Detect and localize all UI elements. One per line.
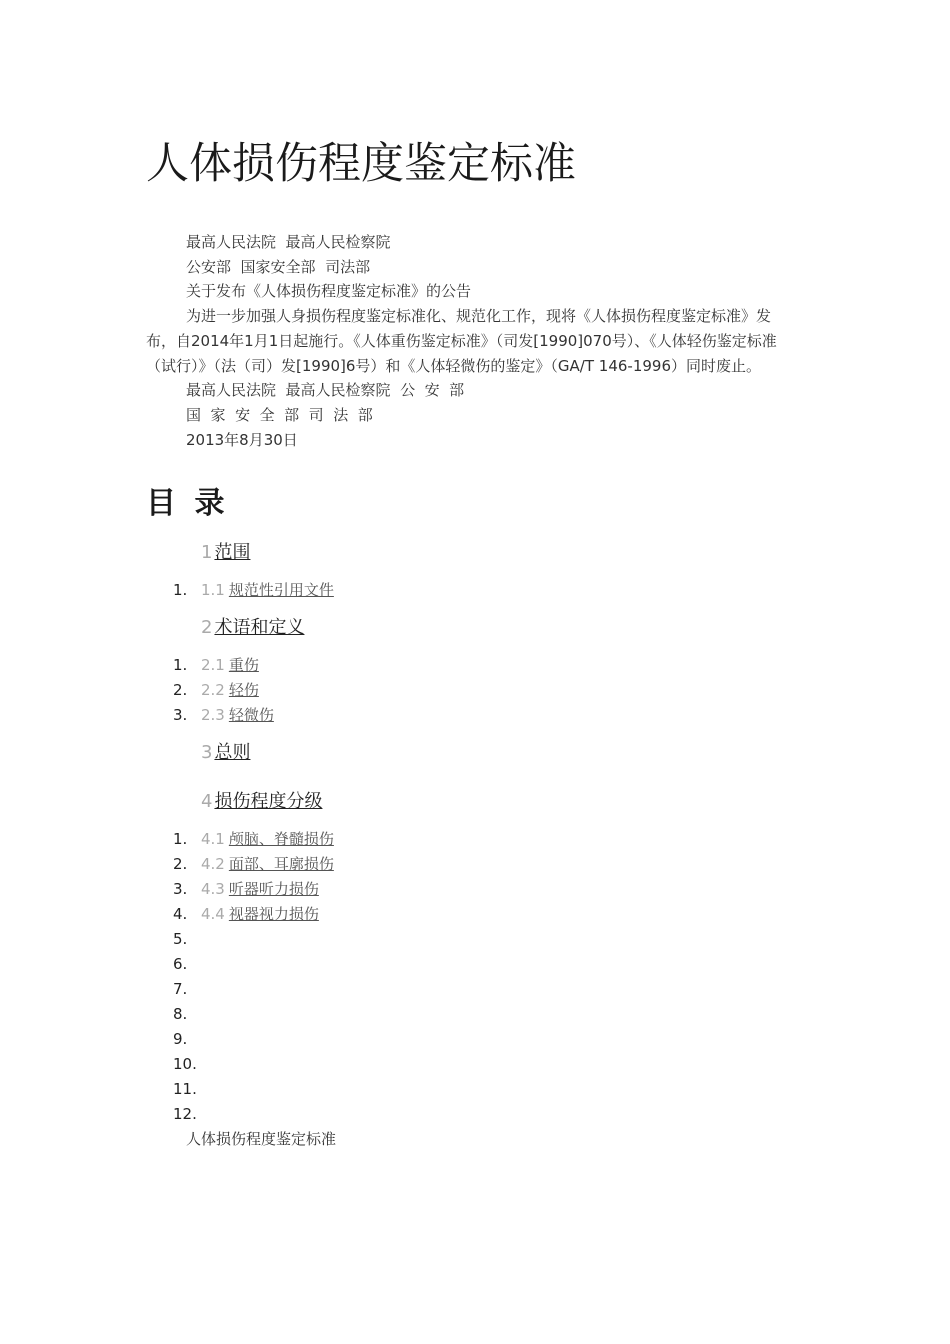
toc-item-link[interactable]: 轻微伤 [228,706,274,724]
toc-item[interactable] [173,904,319,924]
list-number: 8. [173,1005,188,1023]
list-number: 2. [173,855,188,873]
toc-subsection-number: 4.1 [201,830,225,848]
toc-section-link[interactable]: 范围 [214,542,251,563]
toc-section-number: 3 [201,742,213,763]
list-number: 2. [173,681,188,699]
toc-item[interactable] [173,854,334,874]
list-number: 7. [173,980,188,998]
toc-section-number: 1 [201,542,213,563]
list-number: 6. [173,955,188,973]
toc-empty-item [173,1079,201,1099]
toc-subsection-number: 2.3 [201,706,225,724]
toc-subsection-number: 4.4 [201,905,225,923]
toc-subsection-number: 4.3 [201,880,225,898]
toc-item[interactable] [173,879,319,899]
toc-item[interactable] [173,829,334,849]
toc-subsection-number: 2.2 [201,681,225,699]
toc-item-link[interactable]: 重伤 [228,656,259,674]
toc-heading: 目 录 [146,486,229,521]
toc-section-link[interactable]: 术语和定义 [214,617,305,638]
signature-line-2: 国 家 安 全 部 司 法 部 [186,405,373,424]
announcement-subject: 关于发布《人体损伤程度鉴定标准》的公告 [186,282,472,301]
list-number: 9. [173,1030,188,1048]
toc-item[interactable] [173,705,274,725]
list-number: 1. [173,656,188,674]
toc-empty-item [173,979,201,999]
document-title: 人体损伤程度鉴定标准 [146,139,576,189]
toc-section-number: 4 [201,791,213,812]
signature-line-1: 最高人民法院 最高人民检察院 公 安 部 [186,381,465,400]
issuer-line-2: 公安部 国家安全部 司法部 [186,257,371,276]
issuer-line-1: 最高人民法院 最高人民检察院 [186,233,391,251]
list-number: 11. [173,1080,197,1098]
toc-section-2[interactable] [201,615,304,641]
list-number: 10. [173,1055,197,1073]
toc-item-link[interactable]: 轻伤 [228,681,259,699]
announcement-date: 2013年8月30日 [186,430,298,449]
list-number: 3. [173,880,188,898]
toc-section-1[interactable] [201,540,250,566]
toc-item-link[interactable]: 颅脑、脊髓损伤 [228,830,334,848]
toc-item[interactable] [173,580,334,600]
toc-subsection-number: 2.1 [201,656,225,674]
toc-empty-item [173,1004,201,1024]
closing-title: 人体损伤程度鉴定标准 [186,1130,337,1148]
toc-empty-item [173,929,201,949]
list-number: 1. [173,830,188,848]
announcement-paragraph: 为进一步加强人身损伤程度鉴定标准化、规范化工作，现将《人体损伤程度鉴定标准》发布，自2014年1月1日起施行。《人体重伤鉴定标准》（司发[1990]070号）、《人体轻伤鉴定标准（试行）》（法（司）发[1990]6号）和《人体轻微伤的鉴定》（GA/T 146-1996）同时废止。 [146,307,777,375]
list-number: 4. [173,905,188,923]
toc-item-link[interactable]: 视器视力损伤 [228,905,319,923]
toc-item-link[interactable]: 面部、耳廓损伤 [228,855,334,873]
toc-empty-item [173,954,201,974]
toc-section-number: 2 [201,617,213,638]
toc-item[interactable] [173,655,259,675]
list-number: 1. [173,581,188,599]
toc-section-4[interactable] [201,789,322,815]
toc-empty-item [173,1029,201,1049]
toc-item[interactable] [173,680,259,700]
toc-section-link[interactable]: 损伤程度分级 [214,791,323,812]
toc-item-link[interactable]: 听器听力损伤 [228,880,319,898]
toc-empty-item [173,1104,201,1124]
toc-subsection-number: 1.1 [201,581,225,599]
list-number: 3. [173,706,188,724]
toc-subsection-number: 4.2 [201,855,225,873]
toc-section-link[interactable]: 总则 [214,742,251,763]
list-number: 5. [173,930,188,948]
toc-item-link[interactable]: 规范性引用文件 [228,581,334,599]
toc-empty-item [173,1054,201,1074]
toc-section-3[interactable] [201,740,250,766]
list-number: 12. [173,1105,197,1123]
announcement-body [146,230,794,452]
